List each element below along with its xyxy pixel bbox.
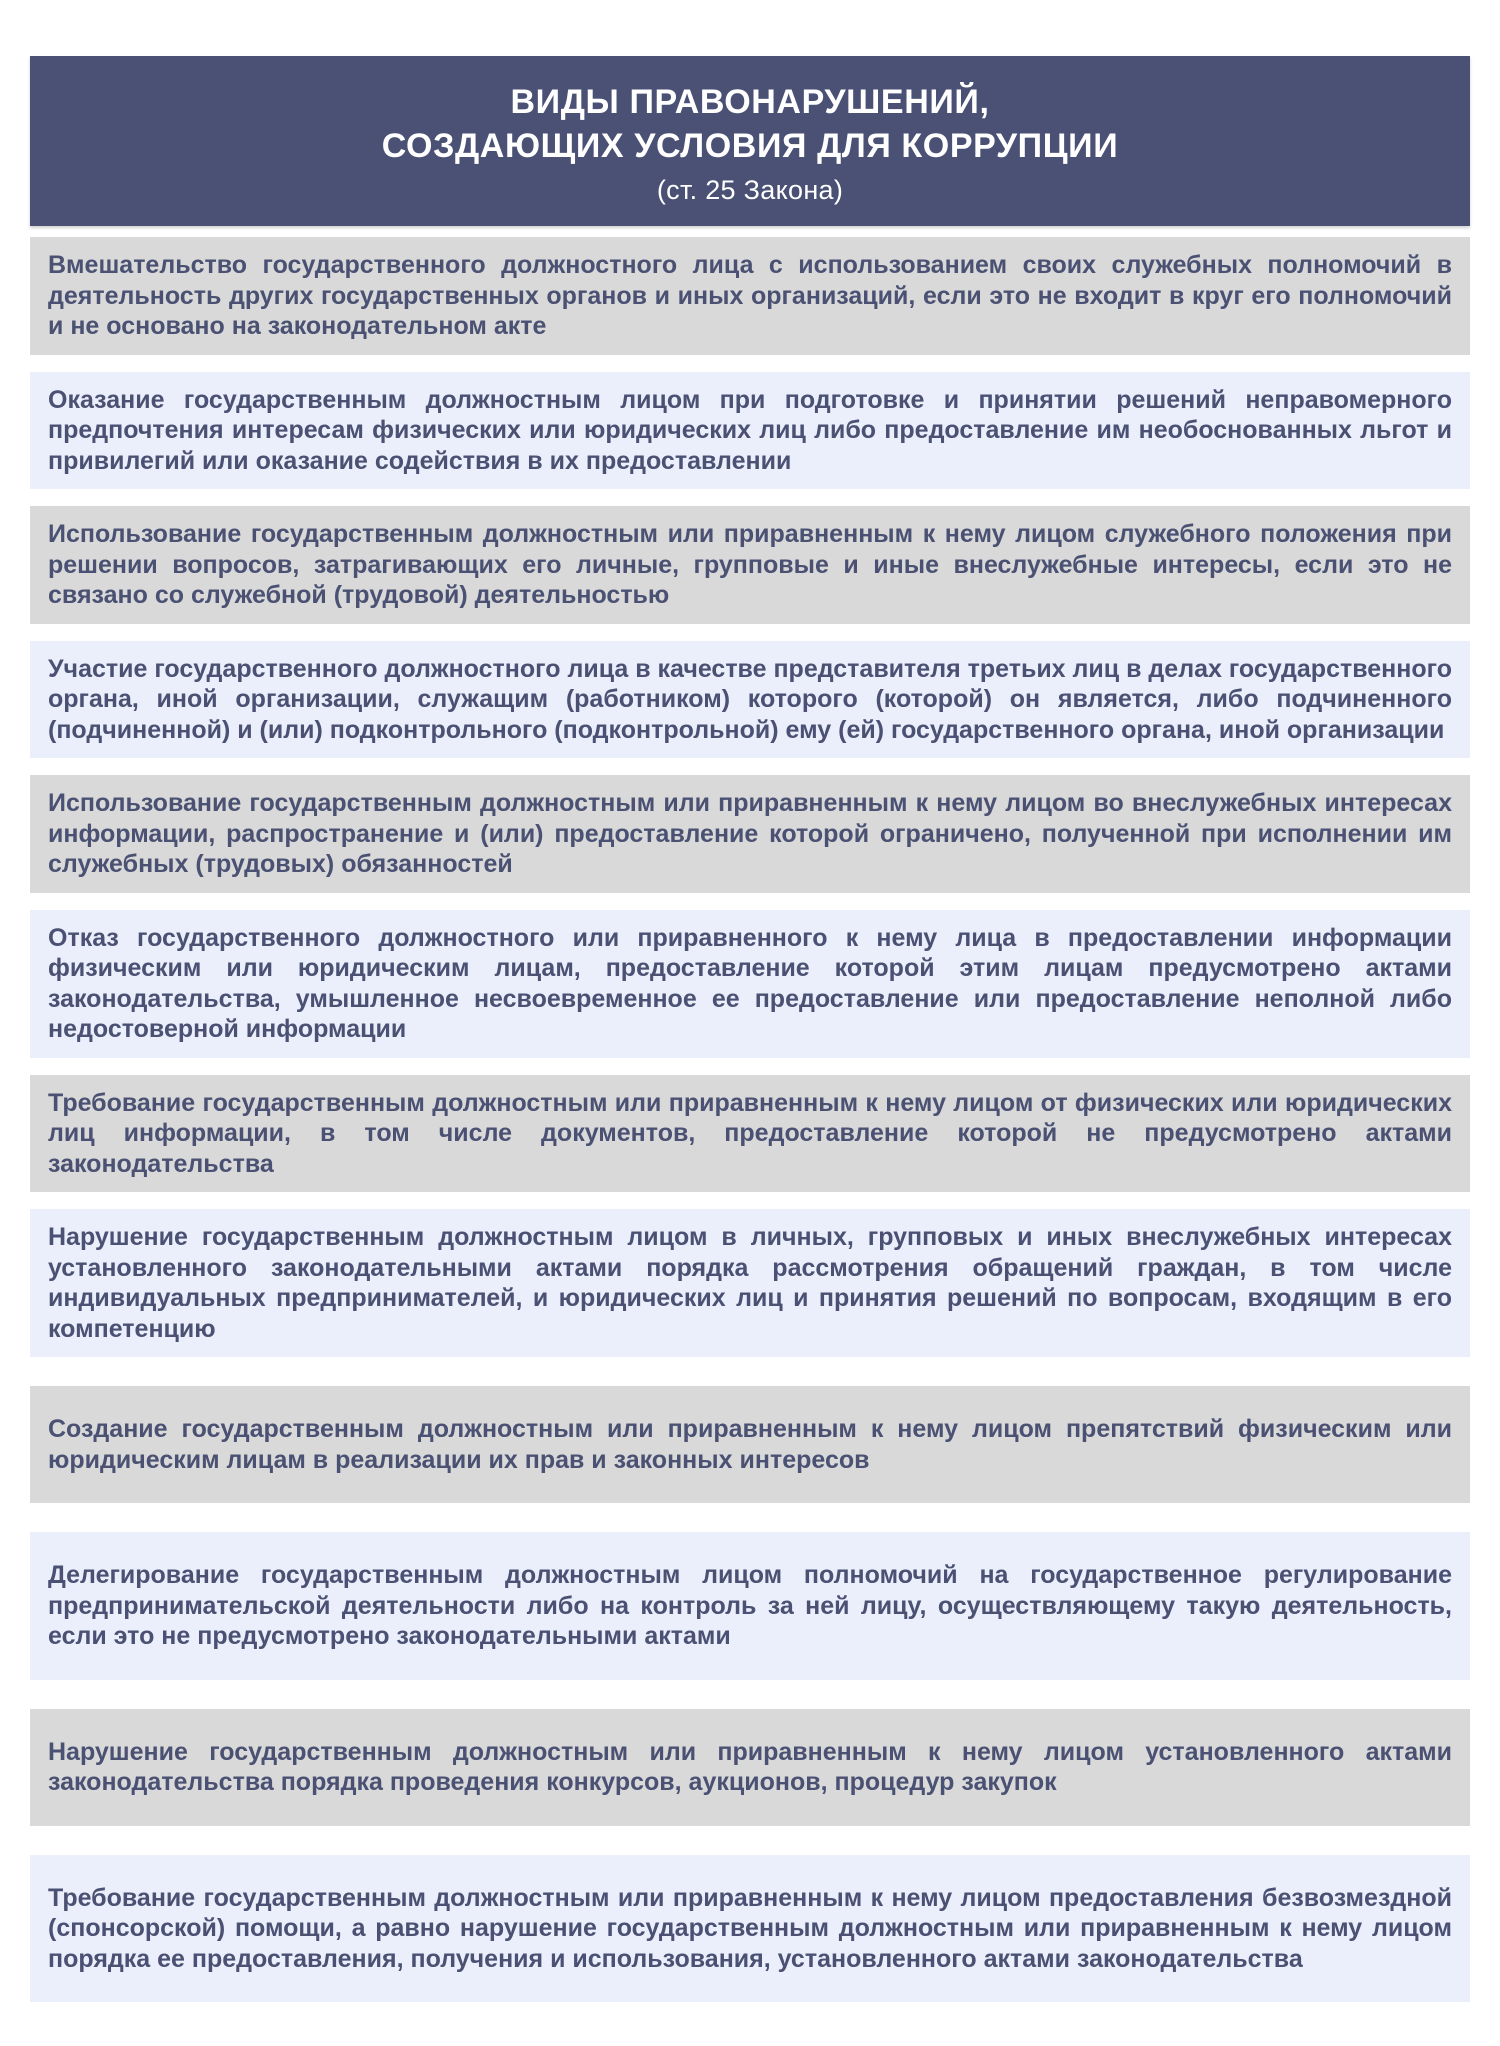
violations-list	[30, 237, 1470, 2002]
violation-item-6	[30, 910, 1470, 1058]
violation-item-2	[30, 372, 1470, 490]
violation-item-9	[30, 1386, 1470, 1503]
violation-item-5	[30, 775, 1470, 893]
violation-text: Делегирование государственным должностным лицом полномочий на государственное регулирование предпринимательской деятельности либо на контроль за ней лицу, осуществляющему такую деятельность, если это не предусмотрено законодательными актами	[48, 1561, 1452, 1651]
violation-text: Использование государственным должностным или приравненным к нему лицом во внеслужебных интересах информации, распространение и (или) предоставление которой ограничено, полученной при исполнении им служебных (трудовых) обязанностей	[48, 789, 1452, 879]
violation-item-12	[30, 1855, 1470, 2003]
violation-text: Требование государственным должностным или приравненным к нему лицом от физических или юридических лиц информации, в том числе документов, предоставление которой не предусмотрено актами законодательства	[48, 1088, 1452, 1178]
header-banner	[30, 56, 1470, 226]
poster-title-line-1: ВИДЫ ПРАВОНАРУШЕНИЙ,	[510, 83, 990, 121]
violation-text: Нарушение государственным должностным или приравненным к нему лицом установленного актами законодательства порядка проведения конкурсов, аукционов, процедур закупок	[48, 1737, 1452, 1797]
poster-subtitle: (ст. 25 Закона)	[656, 175, 844, 206]
violation-text: Отказ государственного должностного или приравненного к нему лица в предоставлении информации физическим или юридическим лицам, предоставление которой этим лицам предусмотрено актами законодательства, умышленное несвоевременное ее предоставление или предоставление неполной либо недостоверной информации	[48, 923, 1452, 1044]
poster-title	[46, 81, 1454, 168]
violation-item-3	[30, 506, 1470, 624]
violation-text: Нарушение государственным должностным лицом в личных, групповых и иных внеслужебных интересах установленного законодательными актами порядка рассмотрения обращений граждан, в том числе индивидуальных предпринимателей, и юридических лиц и принятия решений по вопросам, входящим в его компетенцию	[48, 1223, 1452, 1343]
violation-text: Вмешательство государственного должностного лица с использованием своих служебных полномочий в деятельность других государственных органов и иных организаций, если это не входит в круг его полномочий и не основано на законодательном акте	[48, 251, 1452, 341]
poster-title-line-2: СОЗДАЮЩИХ УСЛОВИЯ ДЛЯ КОРРУПЦИИ	[381, 126, 1119, 165]
violation-text: Требование государственным должностным или приравненным к нему лицом предоставления безвозмездной (спонсорской) помощи, а равно нарушение государственным должностным или приравненным к нему лицом порядка ее предоставления, получения и использования, установленного актами законодательства	[48, 1883, 1452, 1973]
violation-text: Оказание государственным должностным лицом при подготовке и принятии решений неправомерного предпочтения интересам физических или юридических лиц либо предоставление им необоснованных льгот и привилегий или оказание содействия в их предоставлении	[48, 385, 1452, 475]
violation-text: Использование государственным должностным или приравненным к нему лицом служебного положения при решении вопросов, затрагивающих его личные, групповые и иные внеслужебные интересы, если это не связано со служебной (трудовой) деятельностью	[48, 520, 1452, 610]
violation-item-10	[30, 1532, 1470, 1680]
violation-item-8	[30, 1209, 1470, 1357]
violation-text: Участие государственного должностного лица в качестве представителя третьих лиц в делах государственного органа, иной организации, служащим (работником) которого (которой) он является, либо подчиненного (подчиненной) и (или) подконтрольного (подконтрольной) ему (ей) государственного органа, иной организации	[48, 654, 1452, 744]
violation-item-1	[30, 237, 1470, 355]
violation-item-7	[30, 1075, 1470, 1193]
violation-item-11	[30, 1709, 1470, 1826]
violation-text: Создание государственным должностным или приравненным к нему лицом препятствий физическим или юридическим лицам в реализации их прав и законных интересов	[48, 1415, 1452, 1474]
violation-item-4	[30, 641, 1470, 759]
